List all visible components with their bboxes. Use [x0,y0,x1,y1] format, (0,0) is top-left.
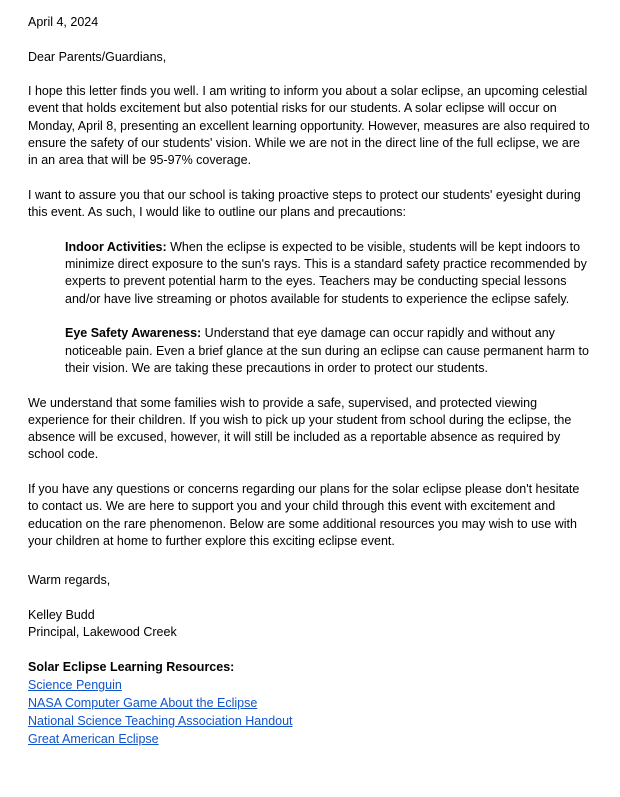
precaution-indoor-activities [65,239,592,308]
indoor-activities-label: Indoor Activities: [65,239,167,254]
paragraph-intro: I hope this letter finds you well. I am writing to inform you about a solar eclipse, an upcoming celestial event that holds excitement but also potential risks for our students. A solar eclipse will occur on Monday, April 8, presenting an excellent learning opportunity. However, measures are also required to ensure the safety of our students' vision. While we are not in the direct line of the full eclipse, we are in an area that will be 95-97% coverage. [28,84,590,168]
closing: Warm regards, [28,573,111,588]
signature-name: Kelley Budd [28,607,95,622]
resources-heading: Solar Eclipse Learning Resources: [28,659,235,674]
link-nasa-computer-game[interactable]: NASA Computer Game About the Eclipse [28,695,258,710]
letter-date: April 4, 2024 [28,15,99,29]
link-nsta-handout[interactable]: National Science Teaching Association Handout [28,713,293,728]
paragraph-families: We understand that some families wish to provide a safe, supervised, and protected viewing experience for their children. If you wish to pick up your student from school during the eclipse, the absence will be excused, however, it will still be included as a reportable absence as required by school code. [28,395,572,462]
link-great-american-eclipse[interactable]: Great American Eclipse [28,731,159,746]
salutation: Dear Parents/Guardians, [28,49,167,64]
eye-safety-label: Eye Safety Awareness: [65,326,202,341]
paragraph-questions: If you have any questions or concerns regarding our plans for the solar eclipse please don't hesitate to contact us. We are here to support you and your child through this event with excitement and education on the rare phenomenon. Below are some additional resources you may wish to use with your children at home to further explore this exciting eclipse event. [28,482,580,548]
spacer [28,641,592,658]
paragraph-assurance: I want to assure you that our school is taking proactive steps to protect our students' eyesight during this event. As such, I would like to outline our plans and precautions: [28,187,581,220]
signature-title: Principal, Lakewood Creek [28,625,177,640]
resource-links [28,676,592,748]
link-science-penguin[interactable]: Science Penguin [28,677,122,692]
indoor-activities-text: When the eclipse is expected to be visible, students will be kept indoors to minimize direct exposure to the sun's rays. This is a standard safety practice recommended by experts to prevent potential harm to the eyes. Teachers may be conducting special lessons and/or have live streaming or photos available for students to experience the eclipse safely. [65,239,587,306]
signature-block [28,607,592,642]
eye-safety-text: Understand that eye damage can occur rapidly and without any noticeable pain. Even a brief glance at the sun during an eclipse can cause permanent harm to their vision. We are taking these precautions in order to protect our students. [65,326,589,375]
precaution-eye-safety [65,325,592,377]
